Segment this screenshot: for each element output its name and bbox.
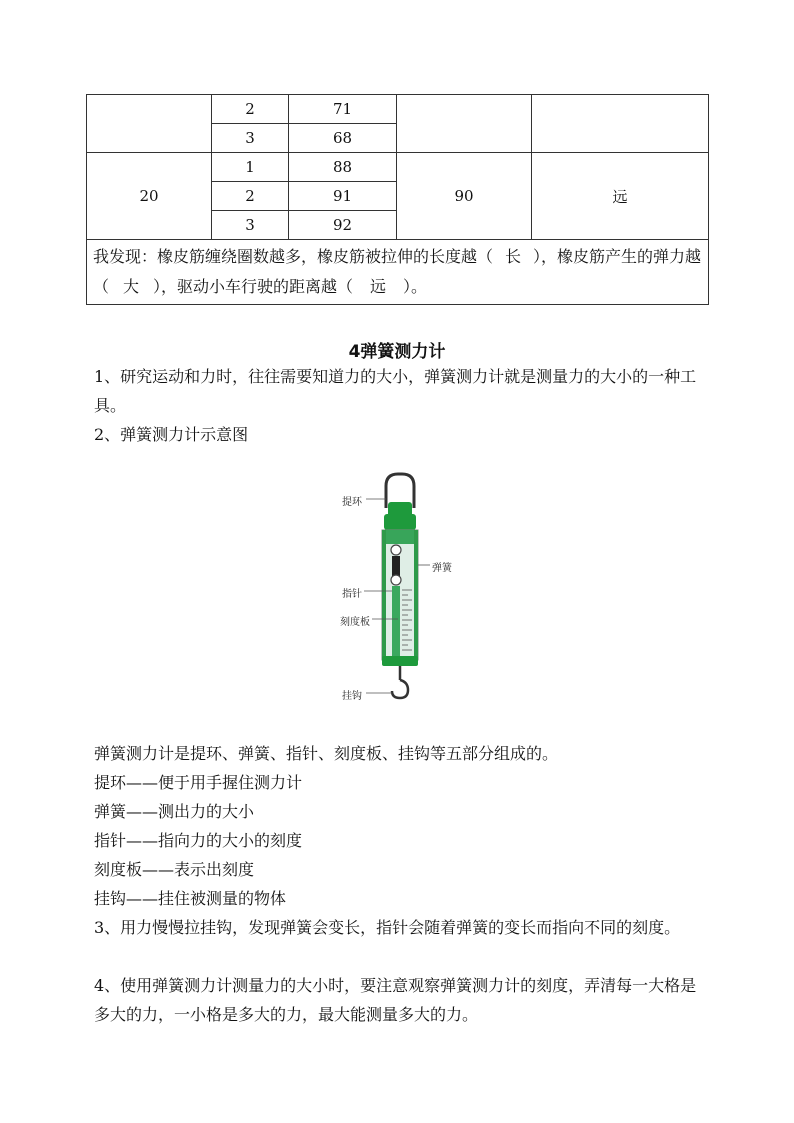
value-cell: 68 [289, 124, 397, 153]
item-3: 3、用力慢慢拉挂钩，发现弹簧会变长，指针会随着弹簧的变长而指向不同的刻度。 [94, 918, 681, 937]
part-line: 提环——便于用手握住测力计 [94, 773, 303, 792]
distance-cell [532, 95, 709, 153]
spring-scale-figure [336, 468, 466, 708]
label-pointer: 指针 [342, 589, 362, 600]
section-title: 4弹簧测力计 [348, 342, 446, 362]
trial-cell: 3 [212, 124, 289, 153]
finding-text: ），驱动小车行驶的距离越（ [153, 277, 354, 296]
finding-row [87, 240, 709, 305]
item-4: 4、使用弹簧测力计测量力的大小时，要注意观察弹簧测力计的刻度，弄清每一大格是多大的力，一小格是多大的力，最大能测量多大的力。 [94, 976, 697, 1024]
answer-blank: 远 [370, 277, 387, 296]
part-line: 弹簧——测出力的大小 [94, 802, 255, 821]
table-row [87, 95, 709, 124]
average-cell [397, 95, 532, 153]
trial-cell: 1 [212, 153, 289, 182]
coils-cell: 20 [87, 153, 212, 240]
item-2: 2、弹簧测力计示意图 [94, 425, 249, 444]
finding-cell [87, 240, 709, 305]
average-cell: 90 [397, 153, 532, 240]
finding-text: 我发现：橡皮筋缠绕圈数越多，橡皮筋被拉伸的长度越（ [93, 247, 494, 266]
label-hook: 挂钩 [342, 691, 362, 702]
coils-cell [87, 95, 212, 153]
table-row [87, 153, 709, 182]
value-cell: 91 [289, 182, 397, 211]
trial-cell: 2 [212, 182, 289, 211]
label-scale: 刻度板 [340, 617, 370, 628]
composition-text: 弹簧测力计是提环、弹簧、指针、刻度板、挂钩等五部分组成的。 [94, 744, 559, 763]
value-cell: 71 [289, 95, 397, 124]
value-cell: 92 [289, 211, 397, 240]
part-line: 刻度板——表示出刻度 [94, 860, 255, 879]
trial-cell: 3 [212, 211, 289, 240]
part-line: 挂钩——挂住被测量的物体 [94, 889, 287, 908]
finding-text: ）。 [403, 277, 428, 296]
part-line: 指针——指向力的大小的刻度 [94, 831, 303, 850]
value-cell: 88 [289, 153, 397, 182]
distance-cell: 远 [532, 153, 709, 240]
trial-cell: 2 [212, 95, 289, 124]
finding-text: ），橡皮筋产生的弹力越（ [93, 247, 702, 296]
item-1: 1、研究运动和力时，往往需要知道力的大小，弹簧测力计就是测量力的大小的一种工具。 [94, 367, 697, 415]
answer-blank: 大 [123, 277, 140, 296]
experiment-table [86, 94, 709, 305]
answer-blank: 长 [505, 247, 522, 266]
label-ring: 提环 [342, 497, 362, 508]
label-spring: 弹簧 [432, 563, 452, 574]
